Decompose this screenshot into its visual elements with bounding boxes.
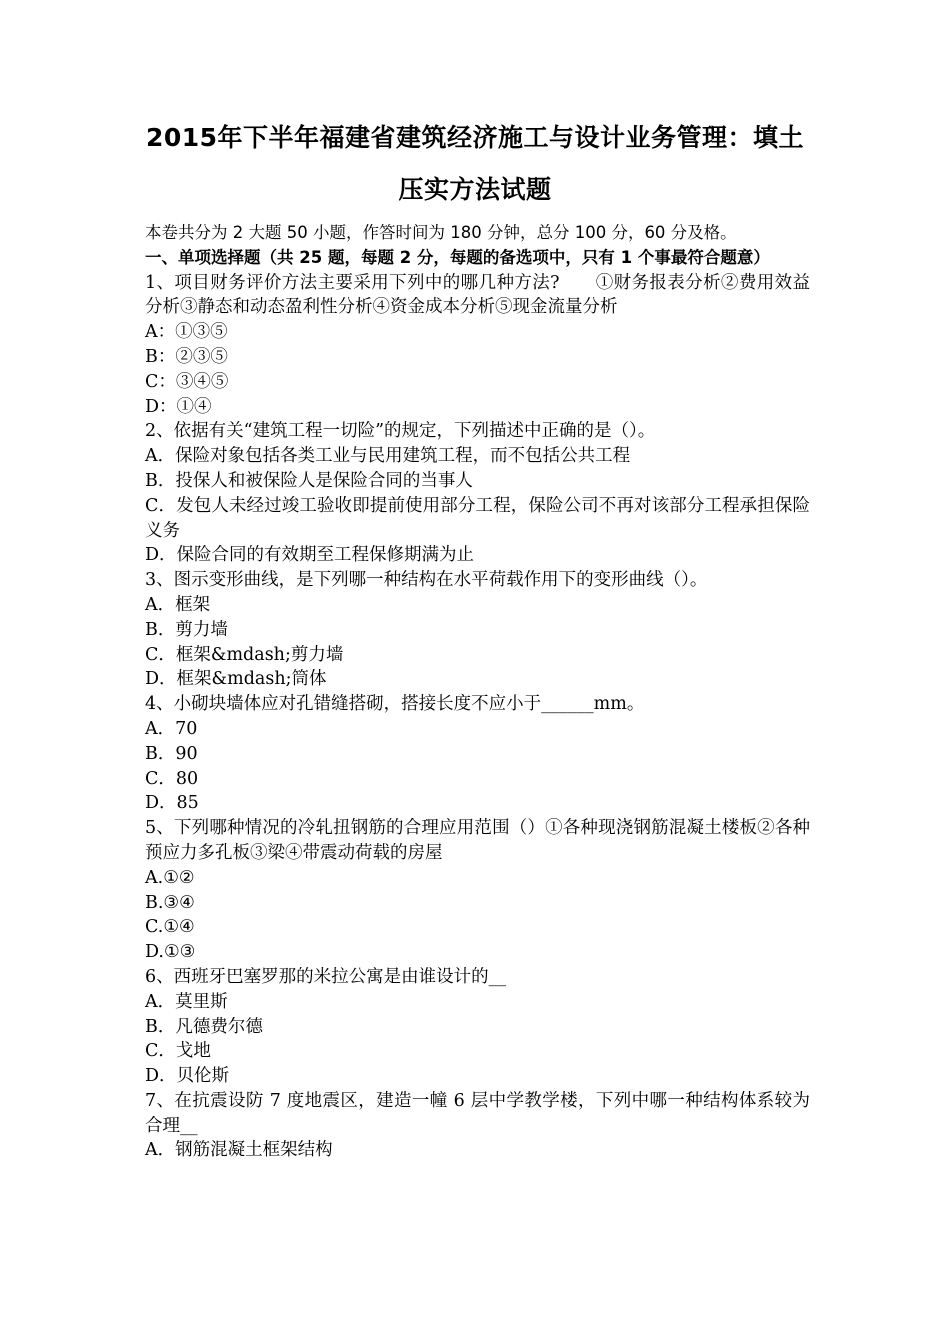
question-option: D.①③ xyxy=(145,942,196,963)
question-option: B．投保人和被保险人是保险合同的当事人 xyxy=(145,470,473,491)
question-option: A．框架 xyxy=(145,594,211,615)
question-option: C：③④⑤ xyxy=(145,371,229,392)
question-stem: 5、下列哪种情况的冷轧扭钢筋的合理应用范围（）①各种现浇钢筋混凝土楼板②各种预应力多孔板③梁④带震动荷载的房屋 xyxy=(145,818,810,863)
question-option: D．保险合同的有效期至工程保修期满为止 xyxy=(145,545,475,566)
question-option: B．凡德费尔德 xyxy=(145,1016,263,1037)
exam-intro: 本卷共分为 2 大题 50 小题，作答时间为 180 分钟，总分 100 分，60 分及格。 xyxy=(145,223,737,242)
question-option: C．框架&mdash;剪力墙 xyxy=(145,644,344,665)
document-body xyxy=(145,221,810,1163)
question-stem: 2、依据有关“建筑工程一切险”的规定，下列描述中正确的是（）。 xyxy=(145,421,656,442)
question-option: C.①④ xyxy=(145,917,195,938)
question-stem: 1、项目财务评价方法主要采用下列中的哪几种方法? ①财务报表分析②费用效益分析③静态和动态盈利性分析④资金成本分析⑤现金流量分析 xyxy=(145,272,810,318)
question-option: B．剪力墙 xyxy=(145,619,228,640)
question-stem: 7、在抗震设防 7 度地震区，建造一幢 6 层中学教学楼，下列中哪一种结构体系较为合理__ xyxy=(145,1090,810,1136)
question-option: D．85 xyxy=(145,793,199,814)
question-option: C．发包人未经过竣工验收即提前使用部分工程，保险公司不再对该部分工程承担保险义务 xyxy=(145,495,810,541)
question-stem: 6、西班牙巴塞罗那的米拉公寓是由谁设计的__ xyxy=(145,966,507,987)
question-option: B．90 xyxy=(145,743,198,764)
section-heading: 一、单项选择题（共 25 题，每题 2 分，每题的备选项中，只有 1 个事最符合题意） xyxy=(145,247,770,267)
question-option: D：①④ xyxy=(145,396,212,417)
question-option: C．戈地 xyxy=(145,1041,211,1062)
question-stem: 3、图示变形曲线，是下列哪一种结构在水平荷载作用下的变形曲线（）。 xyxy=(145,570,708,591)
question-option: D．框架&mdash;筒体 xyxy=(145,669,327,690)
question-option: A．70 xyxy=(145,718,198,739)
document-title-line1: 2015年下半年福建省建筑经济施工与设计业务管理：填土 xyxy=(145,123,805,152)
question-option: A．莫里斯 xyxy=(145,991,228,1012)
question-option: A．钢筋混凝土框架结构 xyxy=(145,1140,333,1161)
question-option: A.①② xyxy=(145,867,195,888)
question-option: B.③④ xyxy=(145,892,195,913)
question-stem: 4、小砌块墙体应对孔错缝搭砌，搭接长度不应小于______mm。 xyxy=(145,694,645,715)
document-title-line2: 压实方法试题 xyxy=(398,175,552,204)
question-option: B：②③⑤ xyxy=(145,346,228,367)
question-option: D．贝伦斯 xyxy=(145,1066,230,1087)
question-option: A：①③⑤ xyxy=(145,322,228,343)
question-option: C．80 xyxy=(145,768,199,789)
question-option: A．保险对象包括各类工业与民用建筑工程，而不包括公共工程 xyxy=(145,446,631,467)
